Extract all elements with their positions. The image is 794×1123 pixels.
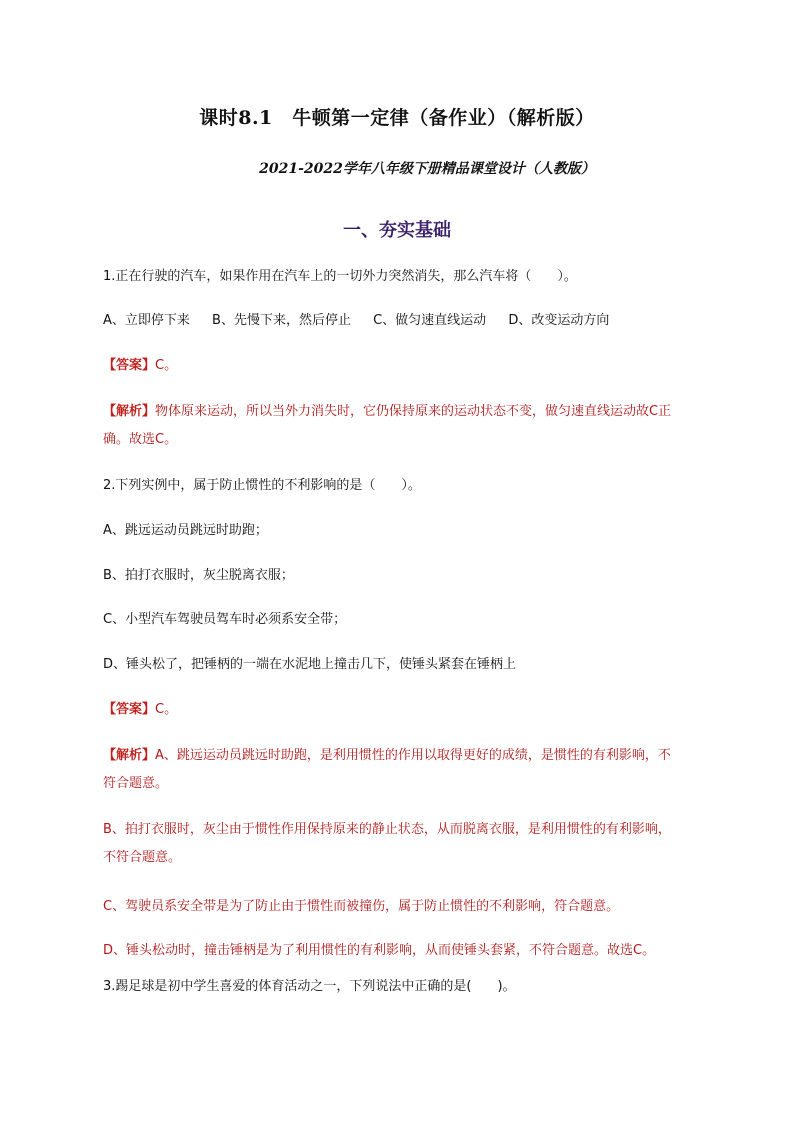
- question-2-analysis-a-cont: 符合题意。: [103, 776, 169, 791]
- question-2-answer: [103, 696, 723, 723]
- answer-tag: 【答案】: [103, 702, 156, 717]
- question-1-option-a: A、立即停下来: [103, 313, 190, 328]
- question-2-analysis-c: C、驾驶员系安全带是为了防止由于惯性而被撞伤，属于防止惯性的不利影响，符合题意。: [103, 899, 620, 914]
- page-subtitle: 2021-2022学年八年级下册精品课堂设计（人教版）: [259, 161, 595, 177]
- answer-tag: 【答案】: [103, 358, 156, 373]
- question-2-analysis-b-cont: 不符合题意。: [103, 850, 182, 865]
- analysis-text: 物体原来运动，所以当外力消失时，它仍保持原来的运动状态不变，做匀速直线运动故C正: [155, 404, 672, 419]
- page-title: 课时8.1 牛顿第一定律（备作业）（解析版）: [199, 107, 595, 129]
- question-1-option-b: B、先慢下来，然后停止: [212, 313, 351, 328]
- question-1-option-c: C、做匀速直线运动: [373, 313, 487, 328]
- question-2-analysis-d: D、锤头松动时，撞击锤柄是为了利用惯性的有利影响，从而使锤头套紧，不符合题意。故选C。: [103, 943, 656, 958]
- question-2-option-c: C、小型汽车驾驶员驾车时必须系安全带；: [103, 612, 347, 627]
- answer-value: C。: [155, 358, 178, 373]
- question-2-option-d: D、锤头松了，把锤柄的一端在水泥地上撞击几下，使锤头紧套在锤柄上: [103, 657, 517, 672]
- question-2-option-b: B、拍打衣服时，灰尘脱离衣服；: [103, 568, 294, 583]
- question-1-analysis: [103, 398, 723, 425]
- question-1-answer: [103, 352, 723, 379]
- analysis-text: A、跳远运动员跳远时助跑，是利用惯性的作用以取得更好的成绩，是惯性的有利影响，不: [155, 748, 671, 763]
- question-1-analysis-cont: 确。故选C。: [103, 432, 178, 447]
- question-2-option-a: A、跳远运动员跳远时助跑；: [103, 523, 268, 538]
- question-2-stem: 2.下列实例中，属于防止惯性的不利影响的是（ ）。: [103, 478, 421, 493]
- analysis-tag: 【解析】: [103, 404, 156, 419]
- question-1-options: [103, 307, 723, 334]
- answer-value: C。: [155, 702, 178, 717]
- analysis-tag: 【解析】: [103, 748, 156, 763]
- question-2-analysis-b: B、拍打衣服时，灰尘由于惯性作用保持原来的静止状态，从而脱离衣服，是利用惯性的有利影响，: [103, 822, 671, 837]
- question-3-stem: 3.踢足球是初中学生喜爱的体育活动之一，下列说法中正确的是( )。: [103, 979, 516, 994]
- question-1-option-d: D、改变运动方向: [508, 313, 610, 328]
- question-1-stem: 1.正在行驶的汽车，如果作用在汽车上的一切外力突然消失，那么汽车将（ ）。: [103, 269, 577, 284]
- question-2-analysis-a: [103, 742, 723, 769]
- section-heading: 一、夯实基础: [343, 220, 451, 241]
